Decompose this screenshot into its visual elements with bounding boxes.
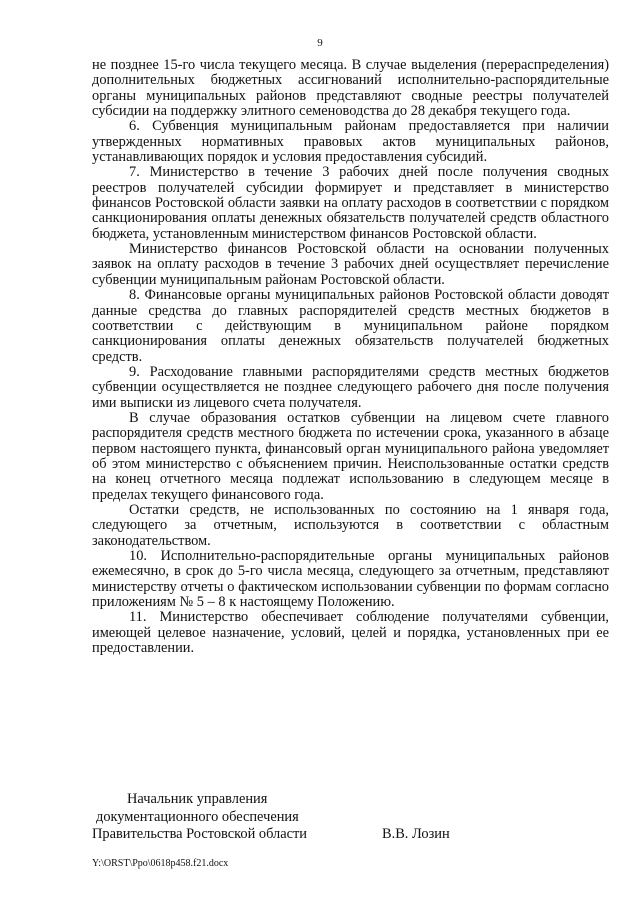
paragraph-item-9: 9. Расходование главными распорядителями средств местных бюджетов субвенции осуществляется не позднее следующего рабочего дня после получения ими выписки из лицевого счета получателя. — [92, 363, 609, 411]
signature-title-line1: Начальник управления — [127, 791, 268, 807]
signatory-name: В.В. Лозин — [382, 826, 450, 842]
document-body — [92, 58, 609, 656]
file-path-footer: Y:\ORST\Ppo\0618p458.f21.docx — [92, 858, 229, 869]
paragraph-continuation: не позднее 15-го числа текущего месяца. В случае выделения (перераспределения) дополнительных бюджетных ассигнований исполнительно-распорядительные органы муниципальных районов представляют сводные реестры получателей субсидии на поддержку элитного семеноводства до 28 декабря текущего года. — [92, 57, 609, 120]
paragraph-item-6: 6. Субвенция муниципальным районам предоставляется при наличии утвержденных нормативных правовых актов муниципальных районов, устанавливающих порядок и условия предоставления субсидий. — [92, 118, 609, 166]
paragraph-item-9-balances: В случае образования остатков субвенции на лицевом счете главного распорядителя средств местного бюджета по истечении срока, указанного в абзаце первом настоящего пункта, финансовый орган муниципального района уведомляет об этом министерство с объяснением причин. Неиспользованные остатки средств на конец отчетного месяца подлежат использованию в следующем месяце в пределах текущего финансового года. — [92, 409, 609, 503]
paragraph-item-9-remaining: Остатки средств, не использованных по состоянию на 1 января года, следующего за отчетным, используются в соответствии с областным законодательством. — [92, 501, 609, 549]
paragraph-item-11: 11. Министерство обеспечивает соблюдение получателями субвенции, имеющей целевое назначение, условий, целей и порядка, установленных при ее предоставлении. — [92, 609, 609, 657]
paragraph-item-7: 7. Министерство в течение 3 рабочих дней после получения сводных реестров получателей субсидии формирует и представляет в министерство финансов Ростовской области заявки на оплату расходов в соответствии с порядком санкционирования оплаты денежных обязательств получателей средств областного бюджета, установленным министерством финансов Ростовской области. — [92, 164, 609, 242]
paragraph-item-7-transfer: Министерство финансов Ростовской области на основании полученных заявок на оплату расходов в течение 3 рабочих дней осуществляет перечисление субвенции муниципальным районам Ростовской области. — [92, 241, 609, 288]
signature-title-line3: Правительства Ростовской области — [92, 826, 307, 842]
paragraph-item-8: 8. Финансовые органы муниципальных районов Ростовской области доводят данные средства до главных распорядителей средств местных бюджетов в соответствии с действующим в муниципальном районе порядком санкционирования оплаты денежных обязательств получателей бюджетных средств. — [92, 287, 609, 365]
paragraph-item-10: 10. Исполнительно-распорядительные органы муниципальных районов ежемесячно, в срок до 5-го числа месяца, следующего за отчетным, представляют министерству отчеты о фактическом использовании субвенции по формам согласно приложениям № 5 – 8 к настоящему Положению. — [92, 548, 609, 611]
page-number: 9 — [317, 37, 323, 49]
signature-title-line2: документационного обеспечения — [96, 809, 299, 825]
